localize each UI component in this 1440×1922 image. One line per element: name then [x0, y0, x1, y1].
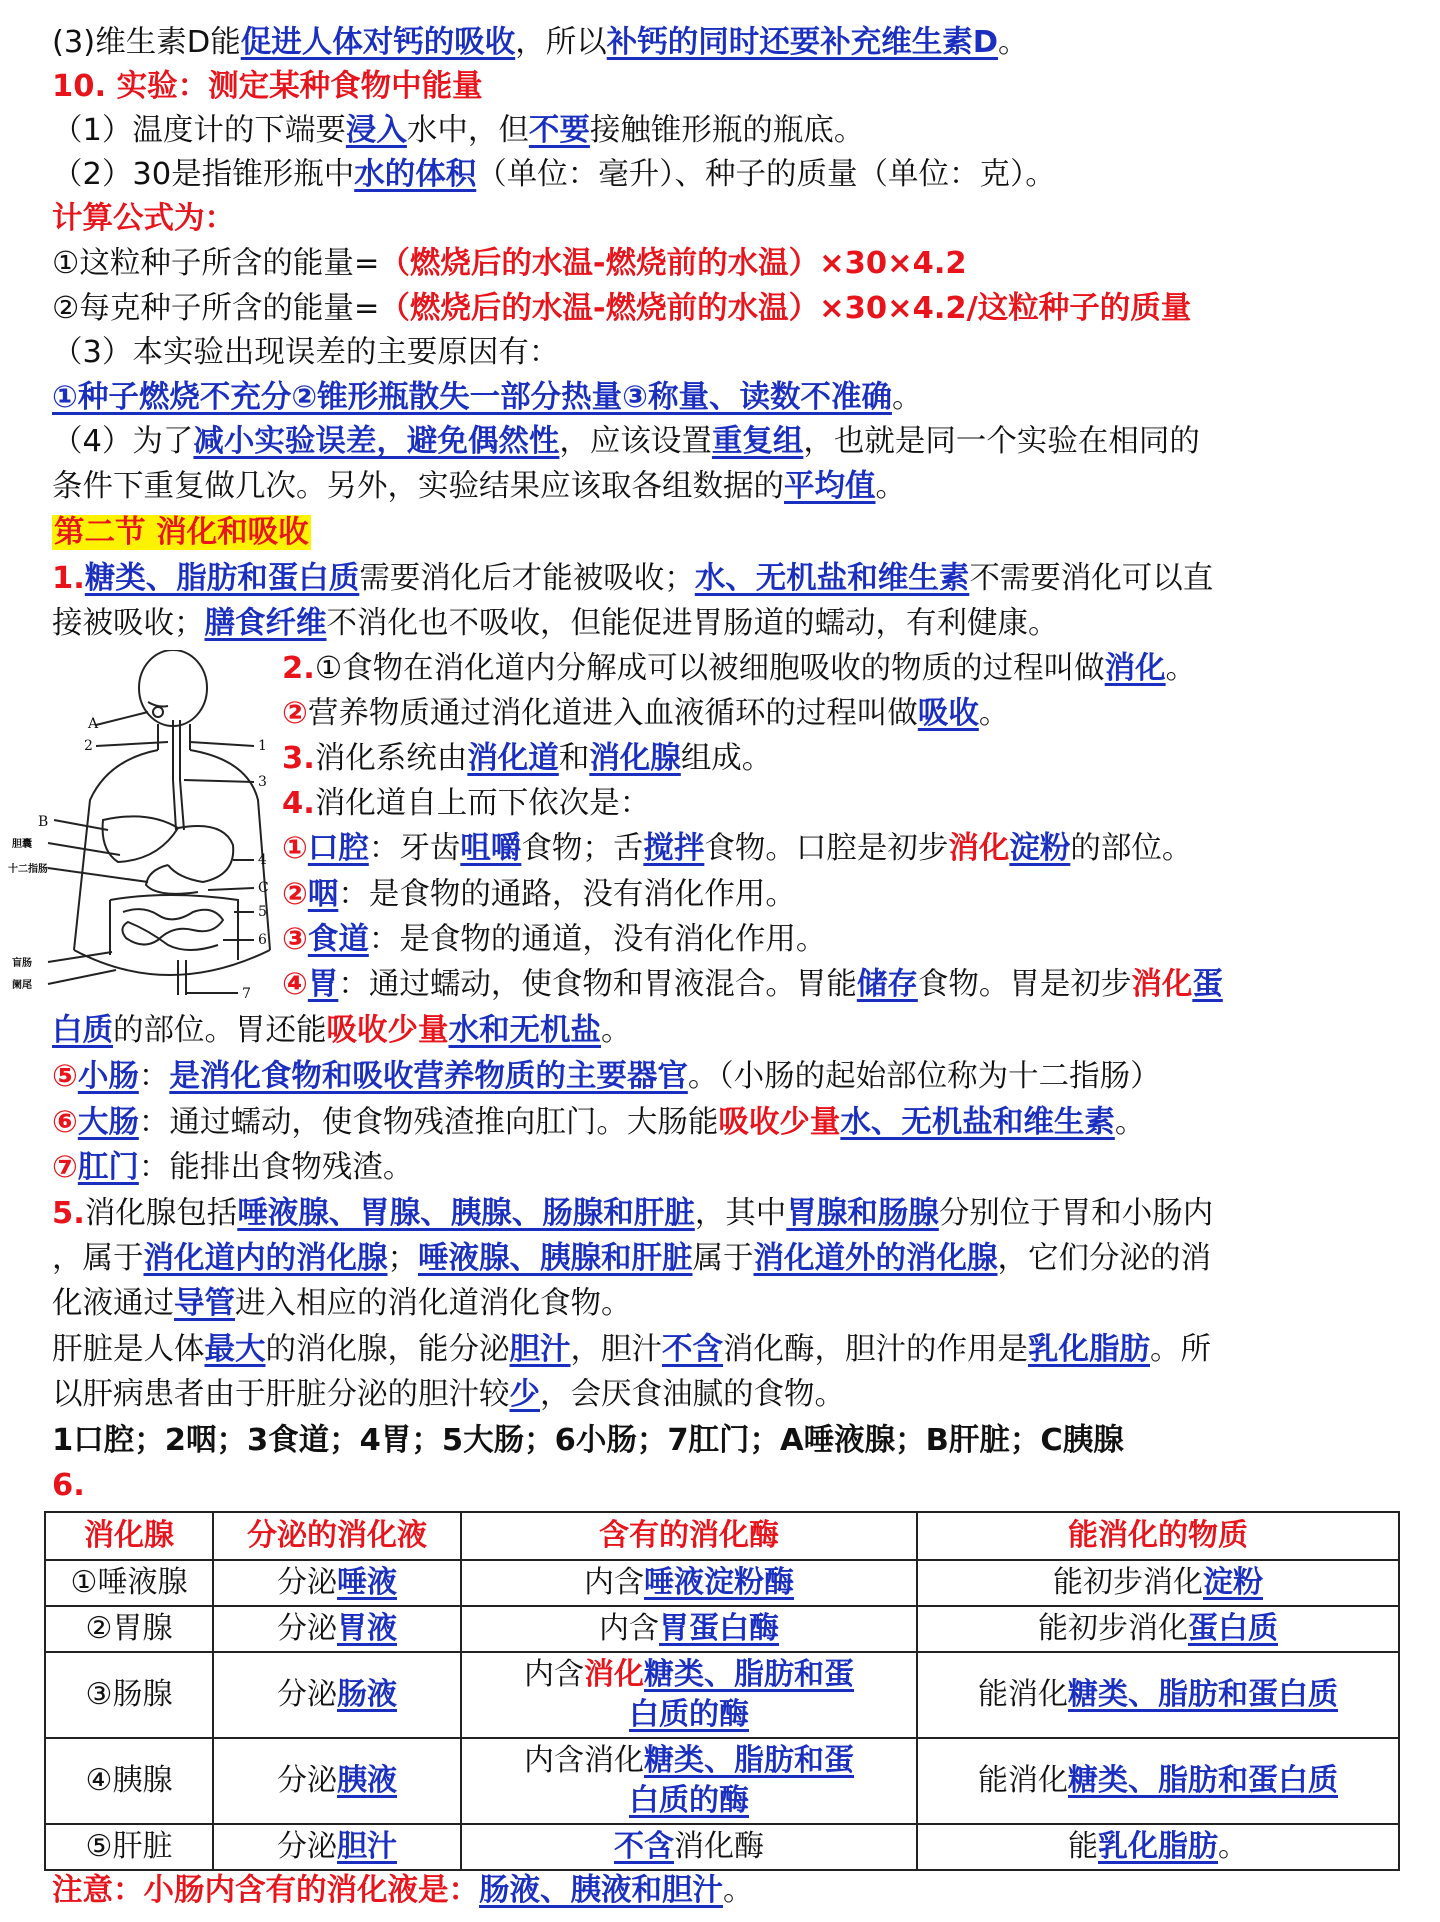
- cell-enzyme: 内含胃蛋白酶: [461, 1606, 917, 1652]
- experiment-item-3: （3）本实验出现误差的主要原因有：: [52, 335, 560, 370]
- label-appendix: 阑尾: [12, 980, 32, 991]
- table-row: [45, 1560, 1399, 1606]
- point-1: 1.糖类、脂肪和蛋白质需要消化后才能被吸收；水、无机盐和维生素不需要消化可以直: [52, 561, 1214, 596]
- experiment-item-1: （1）温度计的下端要浸入水中，但不要接触锥形瓶的瓶底。: [52, 113, 865, 148]
- label-A: A: [88, 716, 99, 732]
- table-row: [45, 1652, 1399, 1738]
- leader-B: [54, 820, 108, 830]
- point-3: 3.消化系统由消化道和消化腺组成。: [282, 741, 773, 776]
- tract-large-intestine: ⑥大肠：通过蠕动，使食物残渣推向肛门。大肠能吸收少量水、无机盐和维生素。: [52, 1105, 1146, 1140]
- cell-enzyme: 内含消化糖类、脂肪和蛋白质的酶: [461, 1652, 917, 1738]
- point-4: 4.消化道自上而下依次是：: [282, 786, 651, 821]
- tract-anus: ⑦肛门：能排出食物残渣。: [52, 1150, 414, 1185]
- salivary-gland: [153, 707, 163, 717]
- digestive-glands-table: [44, 1511, 1400, 1871]
- header-digest: 能消化的物质: [917, 1512, 1399, 1560]
- cell-digest: 能初步消化淀粉: [917, 1560, 1399, 1606]
- digestive-system-figure: [8, 650, 288, 1010]
- cell-digest: 能乳化脂肪。: [917, 1824, 1399, 1870]
- point-5-cont-2: 化液通过导管进入相应的消化道消化食物。: [52, 1286, 632, 1321]
- esophagus: [173, 720, 176, 830]
- tract-stomach: ④胃：通过蠕动，使食物和胃液混合。胃能储存食物。胃是初步消化蛋: [282, 967, 1223, 1002]
- leader-appendix: [48, 970, 116, 984]
- table-row: [45, 1606, 1399, 1652]
- leader-C: [208, 888, 254, 890]
- point-1-cont: 接被吸收；膳食纤维不消化也不吸收，但能促进胃肠道的蠕动，有利健康。: [52, 606, 1059, 641]
- head-outline: [139, 650, 207, 726]
- esophagus-wall: [180, 720, 184, 830]
- stomach: [168, 826, 233, 882]
- cell-digest: 能消化糖类、脂肪和蛋白质: [917, 1652, 1399, 1738]
- header-gland: 消化腺: [45, 1512, 213, 1560]
- point-6: 6.: [52, 1468, 85, 1503]
- liver-line: 肝脏是人体最大的消化腺，能分泌胆汁，胆汁不含消化酶，胆汁的作用是乳化脂肪。所: [52, 1332, 1211, 1367]
- label-2: 2: [84, 738, 93, 754]
- cell-juice: 分泌胆汁: [213, 1824, 461, 1870]
- note-line: 注意：小肠内含有的消化液是：肠液、胰液和胆汁。: [52, 1873, 754, 1908]
- tract-esophagus: ③食道：是食物的通道，没有消化作用。: [282, 922, 827, 957]
- table-row: [45, 1824, 1399, 1870]
- large-intestine: [110, 895, 238, 960]
- liver: [103, 816, 178, 862]
- cell-juice: 分泌胃液: [213, 1606, 461, 1652]
- cell-enzyme: 内含唾液淀粉酶: [461, 1560, 917, 1606]
- formula-heading: 计算公式为：: [52, 201, 235, 236]
- rectum: [178, 960, 186, 995]
- diagram-legend: 1口腔；2咽；3食道；4胃；5大肠；6小肠；7肛门；A唾液腺；B肝脏；C胰腺: [52, 1423, 1124, 1458]
- formula-1: ①这粒种子所含的能量=（燃烧后的水温-燃烧前的水温）×30×4.2: [52, 246, 967, 281]
- leader-1: [190, 742, 254, 746]
- cell-enzyme: 不含消化酶: [461, 1824, 917, 1870]
- label-7: 7: [242, 986, 251, 1002]
- experiment-item-2: （2）30是指锥形瓶中水的体积（单位：毫升）、种子的质量（单位：克）。: [52, 157, 1056, 192]
- vitamin-d-line: (3)维生素D能促进人体对钙的吸收，所以补钙的同时还要补充维生素D。: [52, 25, 1029, 60]
- table-header-row: [45, 1512, 1399, 1560]
- tract-mouth: ①口腔：牙齿咀嚼食物；舌搅拌食物。口腔是初步消化淀粉的部位。: [282, 831, 1193, 866]
- cell-digest: 能消化糖类、脂肪和蛋白质: [917, 1738, 1399, 1824]
- label-4: 4: [258, 852, 267, 868]
- digestive-system-diagram: [8, 650, 288, 1010]
- header-enzyme: 含有的消化酶: [461, 1512, 917, 1560]
- cell-gland: ③肠腺: [45, 1652, 213, 1738]
- experiment-heading: 10. 实验：测定某种食物中能量: [52, 69, 483, 104]
- header-juice: 分泌的消化液: [213, 1512, 461, 1560]
- cell-gland: ⑤肝脏: [45, 1824, 213, 1870]
- tract-stomach-cont: 白质的部位。胃还能吸收少量水和无机盐。: [52, 1013, 632, 1048]
- label-gallbladder: 胆囊: [12, 839, 32, 850]
- experiment-item-4-cont: 条件下重复做几次。另外，实验结果应该取各组数据的平均值。: [52, 469, 906, 504]
- cell-juice: 分泌肠液: [213, 1652, 461, 1738]
- cell-gland: ②胃腺: [45, 1606, 213, 1652]
- point-5-cont: ，属于消化道内的消化腺；唾液腺、胰腺和肝脏属于消化道外的消化腺，它们分泌的消: [52, 1241, 1211, 1276]
- label-cecum: 盲肠: [12, 958, 32, 969]
- leader-A: [96, 712, 148, 725]
- leader-duodenum: [48, 868, 148, 882]
- point-2-digestion: 2.①食物在消化道内分解成可以被细胞吸收的物质的过程叫做消化。: [282, 651, 1197, 686]
- label-1: 1: [258, 738, 267, 754]
- section-heading: 第二节 消化和吸收: [54, 515, 309, 550]
- leader-3: [184, 780, 254, 782]
- table-row: [45, 1738, 1399, 1824]
- error-causes: ①种子燃烧不充分②锥形瓶散失一部分热量③称量、读数不准确。: [52, 380, 923, 415]
- point-2-absorption: ②营养物质通过消化道进入血液循环的过程叫做吸收。: [282, 696, 1010, 731]
- tract-pharynx: ②咽：是食物的通路，没有消化作用。: [282, 877, 796, 912]
- label-C: C: [258, 880, 269, 896]
- label-6: 6: [258, 932, 267, 948]
- label-duodenum: 十二指肠: [8, 864, 48, 875]
- formula-2: ②每克种子所含的能量=（燃烧后的水温-燃烧前的水温）×30×4.2/这粒种子的质量: [52, 291, 1192, 326]
- cell-juice: 分泌胰液: [213, 1738, 461, 1824]
- cell-juice: 分泌唾液: [213, 1560, 461, 1606]
- label-5: 5: [258, 904, 267, 920]
- experiment-item-4: （4）为了减小实验误差，避免偶然性，应该设置重复组，也就是同一个实验在相同的: [52, 424, 1200, 459]
- label-3: 3: [258, 774, 267, 790]
- label-B: B: [38, 814, 49, 830]
- cell-enzyme: 内含消化糖类、脂肪和蛋白质的酶: [461, 1738, 917, 1824]
- cell-digest: 能初步消化蛋白质: [917, 1606, 1399, 1652]
- small-intestine: [122, 909, 223, 950]
- liver-line-cont: 以肝病患者由于肝脏分泌的胆汁较少，会厌食油腻的食物。: [52, 1377, 845, 1412]
- tract-small-intestine: ⑤小肠：是消化食物和吸收营养物质的主要器官。（小肠的起始部位称为十二指肠）: [52, 1059, 1161, 1094]
- cell-gland: ④胰腺: [45, 1738, 213, 1824]
- cell-gland: ①唾液腺: [45, 1560, 213, 1606]
- point-5: 5.消化腺包括唾液腺、胃腺、胰腺、肠腺和肝脏，其中胃腺和肠腺分别位于胃和小肠内: [52, 1196, 1214, 1231]
- mouth-outline: [148, 702, 168, 707]
